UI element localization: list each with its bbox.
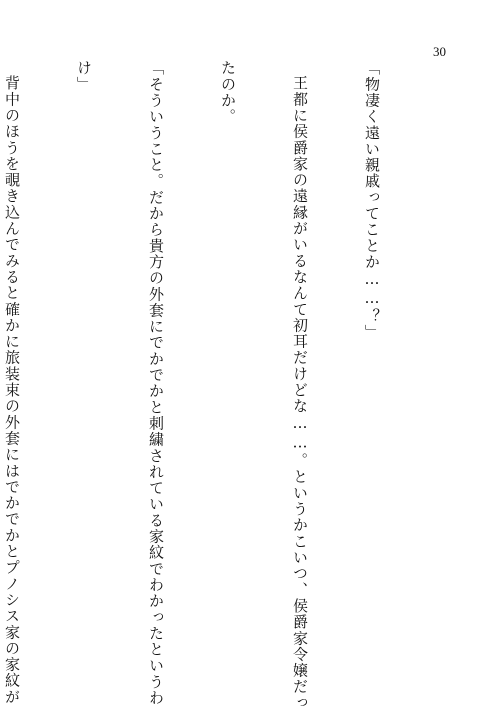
text-line: 「物凄く遠い親戚ってことか……？」	[363, 60, 381, 341]
novel-text-body	[0, 60, 432, 711]
text-line: たのか。	[219, 60, 237, 125]
text-line: 「そういうこと。だから貴方の外套にでかでかと刺繍されている家紋でわかったというわ	[147, 60, 165, 706]
page-number: 30	[433, 44, 446, 59]
text-line: 背中のほうを覗き込んでみると確かに旅装束の外套にはでかでかとプノシス家の家紋が	[3, 75, 21, 705]
text-line: 王都に侯爵家の遠縁がいるなんて初耳だけどな……。というかこいつ、侯爵家令嬢だっ	[291, 75, 309, 711]
text-line: け」	[75, 60, 93, 93]
